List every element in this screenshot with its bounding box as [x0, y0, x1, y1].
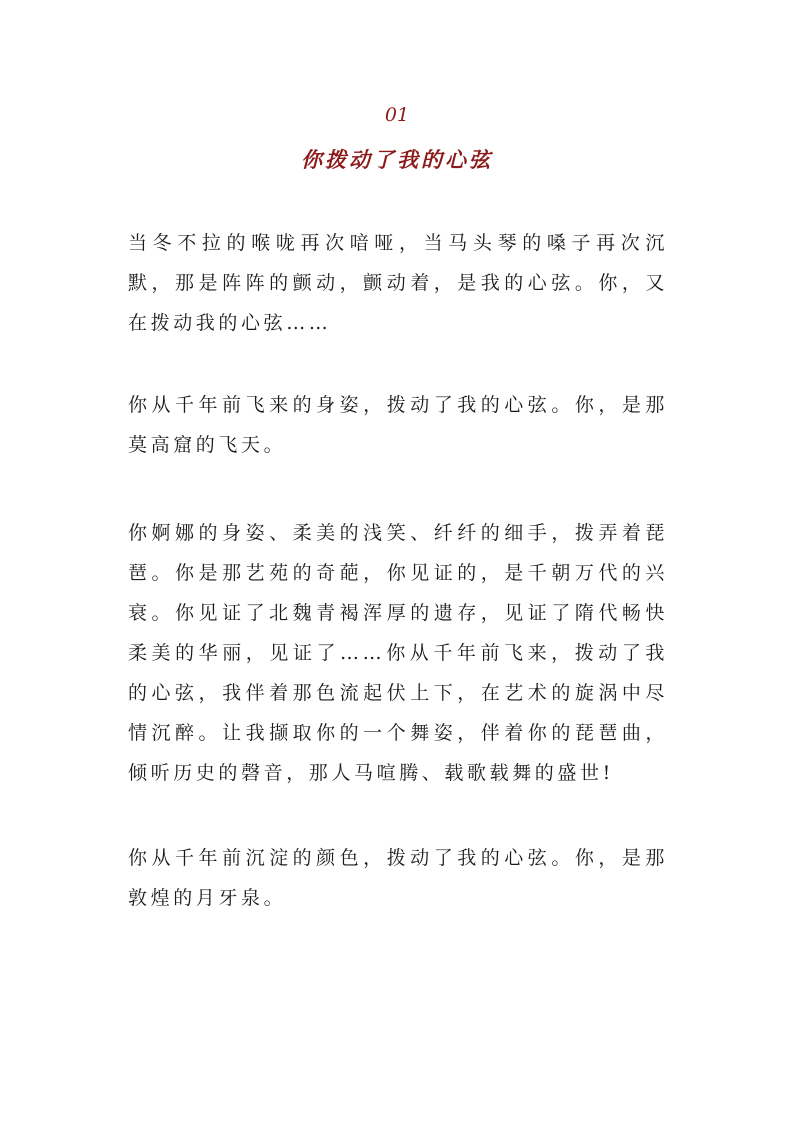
chapter-title: 你拨动了我的心弦	[301, 147, 493, 172]
chapter-number: 01	[384, 104, 410, 126]
paragraph-4: 你从千年前沉淀的颜色，拨动了我的心弦。你，是那敦煌的月牙泉。	[128, 847, 668, 909]
paragraph-3: 你婀娜的身姿、柔美的浅笑、纤纤的细手，拨弄着琵琶。你是那艺苑的奇葩，你见证的，是千朝万代的兴衰。你见证了北魏青褐浑厚的遗存，见证了隋代畅快柔美的华丽，见证了……你从千年前飞来，拨动了我的心弦，我伴着那色流起伏上下，在艺术的旋涡中尽情沉醉。让我撷取你的一个舞姿，伴着你的琵琶曲，倾听历史的磬音，那人马喧腾、载歌载舞的盛世!	[128, 522, 668, 784]
paragraph-2: 你从千年前飞来的身姿，拨动了我的心弦。你，是那莫高窟的飞天。	[128, 394, 668, 456]
paragraph-1: 当冬不拉的喉咙再次喑哑，当马头琴的嗓子再次沉默，那是阵阵的颤动，颤动着，是我的心弦。你，又在拨动我的心弦……	[128, 232, 668, 334]
